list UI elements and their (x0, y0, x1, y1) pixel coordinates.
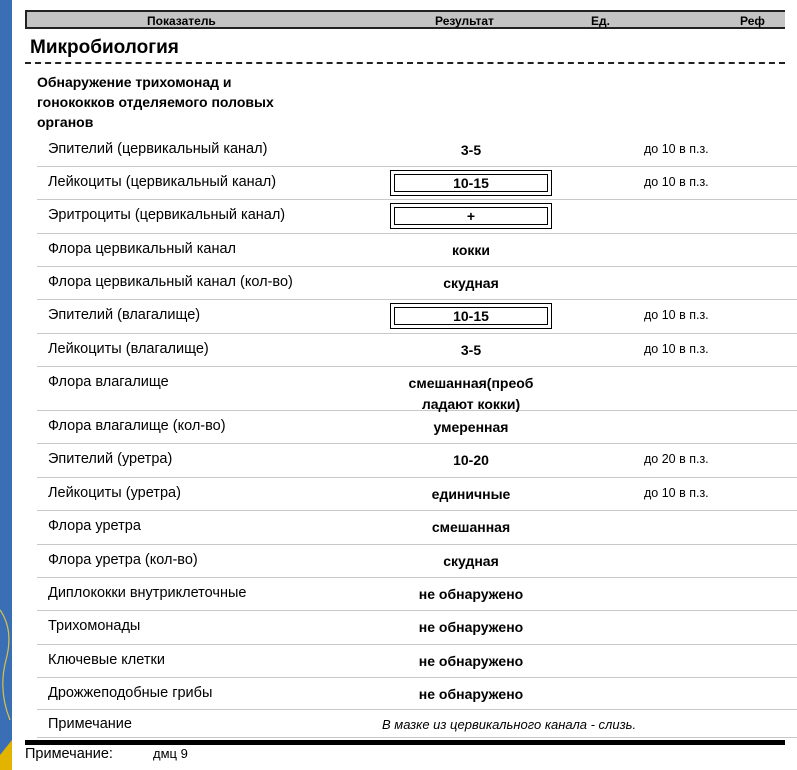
table-row (37, 411, 797, 444)
result-value: смешанная (431, 519, 511, 535)
table-row (37, 167, 797, 200)
header-result: Результат (435, 14, 494, 28)
table-row (37, 678, 797, 710)
result-value: кокки (452, 242, 490, 258)
lab-report (25, 0, 765, 770)
result-value: скудная (443, 553, 499, 569)
table-row (37, 545, 797, 578)
row-indicator: Флора цервикальный канал (кол-во) (48, 274, 293, 290)
result-value: не обнаружено (418, 619, 524, 635)
table-row (37, 611, 797, 645)
row-indicator: Флора цервикальный канал (48, 241, 237, 257)
result-value: не обнаружено (418, 586, 524, 602)
row-indicator: Флора влагалище (кол-во) (48, 418, 226, 434)
row-indicator: Флора уретра (кол-во) (48, 552, 198, 568)
table-row (37, 234, 797, 267)
note-row (37, 710, 797, 738)
result-value: не обнаружено (418, 653, 524, 669)
result-value: не обнаружено (418, 686, 524, 702)
row-indicator: Лейкоциты (уретра) (48, 485, 181, 501)
table-bottom-rule (25, 740, 785, 745)
result-value-abnormal: + (390, 203, 552, 229)
row-indicator: Ключевые клетки (48, 652, 165, 668)
section-title: Микробиология (30, 37, 179, 58)
reference-range: до 10 в п.з. (644, 175, 709, 189)
reference-range: до 10 в п.з. (644, 342, 709, 356)
section-divider (25, 62, 785, 64)
row-indicator: Лейкоциты (влагалище) (48, 341, 209, 357)
result-value: 10-20 (453, 452, 489, 468)
row-indicator: Эритроциты (цервикальный канал) (48, 207, 286, 223)
table-row (37, 200, 797, 234)
result-value-abnormal: 10-15 (390, 170, 552, 196)
result-value: скудная (443, 275, 499, 291)
table-row (37, 134, 797, 167)
result-value: 3-5 (460, 142, 482, 158)
row-indicator: Флора влагалище (48, 374, 169, 390)
table-row (37, 511, 797, 545)
result-value: 3-5 (460, 342, 482, 358)
row-indicator: Флора уретра (48, 518, 141, 534)
footer-note-value: дмц 9 (153, 746, 188, 761)
table-header (25, 10, 785, 29)
result-value: единичные (431, 486, 511, 502)
table-row (37, 444, 797, 478)
table-row (37, 367, 797, 411)
table-row (37, 334, 797, 367)
header-indicator: Показатель (147, 14, 216, 28)
row-indicator: Лейкоциты (цервикальный канал) (48, 174, 277, 190)
group-title: Обнаружение трихомонад и гонококков отделяемого половых органов (37, 74, 274, 130)
reference-range: до 10 в п.з. (644, 308, 709, 322)
note-row-label: Примечание (48, 716, 132, 732)
result-value: смешанная(преоб ладают кокки) (408, 375, 534, 412)
footer-note-label: Примечание: (25, 746, 113, 762)
reference-range: до 10 в п.з. (644, 486, 709, 500)
result-value: умеренная (433, 419, 509, 435)
result-value-abnormal: 10-15 (390, 303, 552, 329)
row-indicator: Дрожжеподобные грибы (48, 685, 213, 701)
left-decorative-strip (0, 0, 12, 770)
reference-range: до 20 в п.з. (644, 452, 709, 466)
table-row (37, 478, 797, 511)
row-indicator: Трихомонады (48, 618, 141, 634)
note-row-text: В мазке из цервикального канала - слизь. (382, 717, 637, 732)
table-row (37, 267, 797, 300)
decorative-curves-icon (0, 0, 12, 770)
row-indicator: Эпителий (влагалище) (48, 307, 201, 323)
row-indicator: Эпителий (цервикальный канал) (48, 141, 268, 157)
header-reference: Реф (740, 14, 765, 28)
table-row (37, 300, 797, 334)
header-unit: Ед. (591, 14, 610, 28)
row-indicator: Диплококки внутриклеточные (48, 585, 247, 601)
table-row (37, 645, 797, 678)
table-row (37, 578, 797, 611)
row-indicator: Эпителий (уретра) (48, 451, 173, 467)
reference-range: до 10 в п.з. (644, 142, 709, 156)
